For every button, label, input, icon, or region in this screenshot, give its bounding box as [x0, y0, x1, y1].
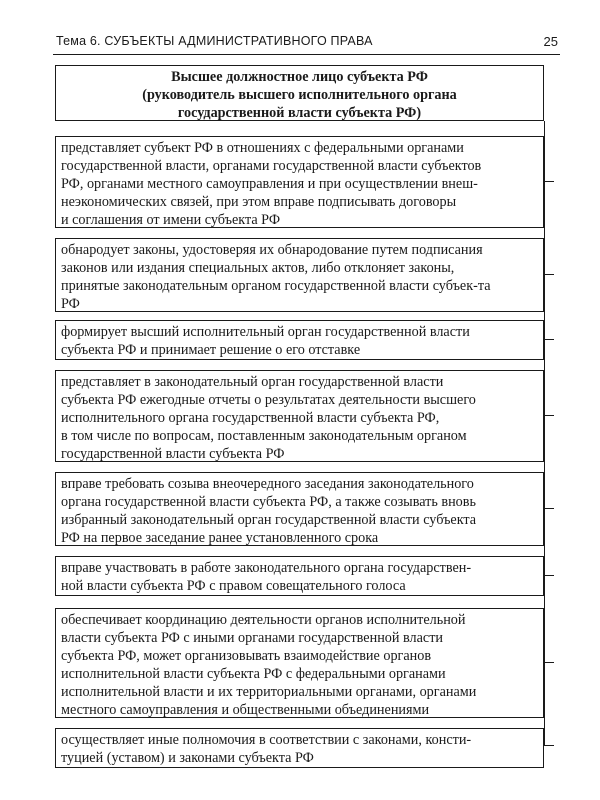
power-line: государственной власти, органами государственной власти субъектов: [61, 158, 482, 174]
title-line: Высшее должностное лицо субъекта РФ: [171, 69, 428, 85]
power-line: вправе участвовать в работе законодательного органа государствен-: [61, 560, 472, 576]
box-connector: [544, 508, 554, 509]
power-line: принятые законодательным органом государственной власти субъек-та: [61, 278, 491, 294]
power-line: субъекта РФ ежегодные отчеты о результатах деятельности высшего: [61, 392, 476, 408]
power-line: исполнительной власти субъекта РФ с федеральными органами: [61, 666, 446, 682]
power-line: РФ, органами местного самоуправления и при осуществлении внеш-: [61, 176, 478, 192]
power-line: субъекта РФ, может организовывать взаимодействие органов: [61, 648, 432, 664]
box-connector: [544, 274, 554, 275]
running-header: [53, 34, 560, 55]
power-line: вправе требовать созыва внеочередного заседания законодательного: [61, 476, 474, 492]
power-box-form-executive: [55, 320, 544, 360]
power-box-coordination: [55, 608, 544, 718]
box-connector: [544, 575, 554, 576]
title-line: (руководитель высшего исполнительного органа: [142, 87, 457, 103]
power-line: избранный законодательный орган государственной власти субъекта: [61, 512, 477, 528]
power-box-convene-session: [55, 472, 544, 546]
power-line: РФ на первое заседание ранее установленного срока: [61, 530, 379, 546]
box-connector: [544, 745, 554, 746]
power-box-annual-reports: [55, 370, 544, 462]
power-line: органа государственной власти субъекта РФ, а также созывать вновь: [61, 494, 476, 510]
page-number: 25: [543, 34, 558, 49]
power-line: местного самоуправления и общественными объединениями: [61, 702, 430, 718]
power-line: представляет субъект РФ в отношениях с федеральными органами: [61, 140, 464, 156]
power-box-other-powers: [55, 728, 544, 768]
power-line: РФ: [61, 296, 80, 312]
power-line: туцией (уставом) и законами субъекта РФ: [61, 750, 314, 766]
power-line: представляет в законодательный орган государственной власти: [61, 374, 444, 390]
power-line: исполнительной власти и их территориальными органами, органами: [61, 684, 477, 700]
power-line: формирует высший исполнительный орган государственной власти: [61, 324, 470, 340]
power-line: власти субъекта РФ с иными органами государственной власти: [61, 630, 443, 646]
power-line: государственной власти субъекта РФ: [61, 446, 285, 462]
power-line: ной власти субъекта РФ с правом совещательного голоса: [61, 578, 406, 594]
box-connector: [544, 662, 554, 663]
box-connector: [544, 181, 554, 182]
box-connector: [544, 415, 554, 416]
power-line: обнародует законы, удостоверяя их обнародование путем подписания: [61, 242, 483, 258]
power-box-promulgate-laws: [55, 238, 544, 312]
power-line: законов или издания специальных актов, либо отклоняет законы,: [61, 260, 455, 276]
power-line: в том числе по вопросам, поставленным законодательным органом: [61, 428, 467, 444]
power-box-represent: [55, 136, 544, 228]
power-line: неэкономических связей, при этом вправе подписывать договоры: [61, 194, 457, 210]
power-line: обеспечивает координацию деятельности органов исполнительной: [61, 612, 466, 628]
box-connector: [544, 339, 554, 340]
power-line: осуществляет иные полномочия в соответствии с законами, консти-: [61, 732, 472, 748]
diagram-title-box: [55, 65, 544, 121]
diagram-spine-line: [544, 121, 545, 745]
power-box-advisory-vote: [55, 556, 544, 596]
title-line: государственной власти субъекта РФ): [177, 105, 422, 121]
power-line: исполнительного органа государственной власти субъекта РФ,: [61, 410, 440, 426]
power-line: субъекта РФ и принимает решение о его отставке: [61, 342, 361, 358]
header-title: Тема 6. СУБЪЕКТЫ АДМИНИСТРАТИВНОГО ПРАВА: [56, 34, 373, 48]
power-line: и соглашения от имени субъекта РФ: [61, 212, 281, 228]
